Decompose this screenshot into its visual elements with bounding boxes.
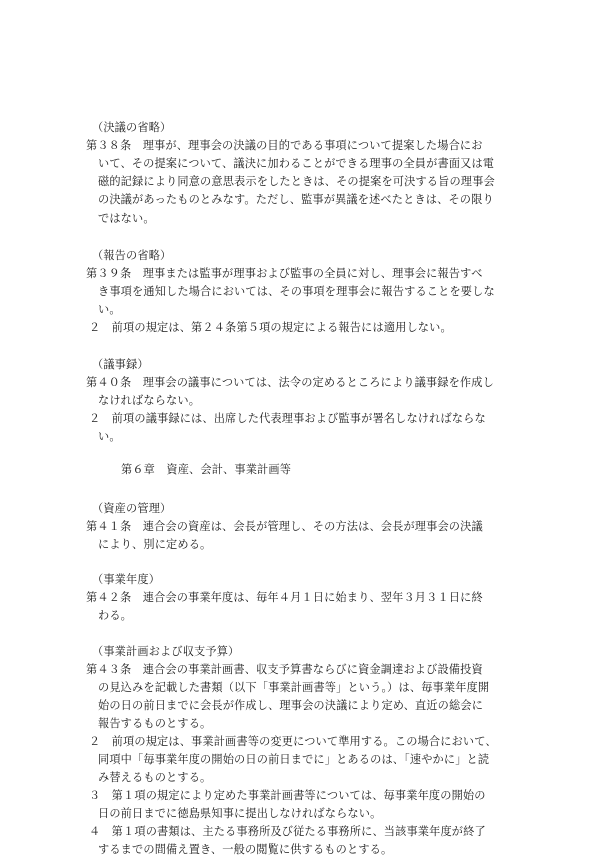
article-38-line: いて、その提案について、議決に加わることができる理事の全員が書面又は電 <box>98 157 495 170</box>
article-43-line: 日の前日までに徳島県知事に提出しなければならない。 <box>98 807 382 820</box>
article-43-line: ４ 第１項の書類は、主たる事務所及び従たる事務所に、当該事業年度が終了 <box>89 825 486 838</box>
article-42-line: 第４２条 連合会の事業年度は、毎年４月１日に始まり、翌年３月３１日に終 <box>86 591 483 604</box>
article-39-line: ２ 前項の規定は、第２４条第５項の規定による報告には適用しない。 <box>89 321 452 334</box>
article-39-line: い。 <box>98 303 121 316</box>
article-42-heading: （事業年度） <box>92 573 161 586</box>
article-40-line: ２ 前項の議事録には、出席した代表理事および監事が署名しなければならな <box>89 412 486 425</box>
article-42-line: わる。 <box>98 609 133 622</box>
article-39-heading: （報告の省略） <box>92 249 172 262</box>
article-40-line: 第４０条 理事会の議事については、法令の定めるところにより議事録を作成し <box>86 376 494 389</box>
article-43-line: ３ 第１項の規定により定めた事業計画書等については、毎事業年度の開始の <box>89 789 486 802</box>
article-43-line: するまでの間備え置き、一般の閲覧に供するものとする。 <box>98 843 393 856</box>
article-39-line: き事項を通知した場合においては、その事項を理事会に報告することを要しな <box>98 285 495 298</box>
article-43-line: 始の日の前日までに会長が作成し、理事会の決議により定め、直近の総会に <box>98 699 484 712</box>
article-38-line: 磁的記録により同意の意思表示をしたときは、その提案を可決する旨の理事会 <box>98 175 495 188</box>
article-41-line: により、別に定める。 <box>98 538 212 551</box>
article-38-heading: （決議の省略） <box>92 121 172 134</box>
article-43-line: み替えるものとする。 <box>98 771 212 784</box>
article-40-line: なければならない。 <box>98 394 201 407</box>
article-38-line: 第３８条 理事が、理事会の決議の目的である事項について提案した場合にお <box>86 139 483 152</box>
article-40-line: い。 <box>98 430 121 443</box>
article-38-line: の決議があったものとみなす。ただし、監事が異議を述べたときは、その限り <box>98 193 494 206</box>
article-38-line: ではない。 <box>98 212 155 225</box>
article-39-line: 第３９条 理事または監事が理事および監事の全員に対し、理事会に報告すべ <box>86 267 483 280</box>
chapter-6-title: 第６章 資産、会計、事業計画等 <box>121 463 292 476</box>
article-43-line: 第４３条 連合会の事業計画書、収支予算書ならびに資金調達および設備投資 <box>86 663 483 676</box>
article-43-line: 報告するものとする。 <box>98 717 212 730</box>
article-43-line: の見込みを記載した書類（以下「事業計画書等」という。）は、毎事業年度開 <box>98 681 490 694</box>
article-43-heading: （事業計画および収支予算） <box>92 645 240 658</box>
article-43-line: 同項中「毎事業年度の開始の日の前日までに」とあるのは、「速やかに」と読 <box>98 753 490 766</box>
article-41-heading: （資産の管理） <box>92 502 172 515</box>
article-40-heading: （議事録） <box>92 358 149 371</box>
article-43-line: ２ 前項の規定は、事業計画書等の変更について準用する。この場合において、 <box>89 735 497 748</box>
article-41-line: 第４１条 連合会の資産は、会長が管理し、その方法は、会長が理事会の決議 <box>86 520 483 533</box>
